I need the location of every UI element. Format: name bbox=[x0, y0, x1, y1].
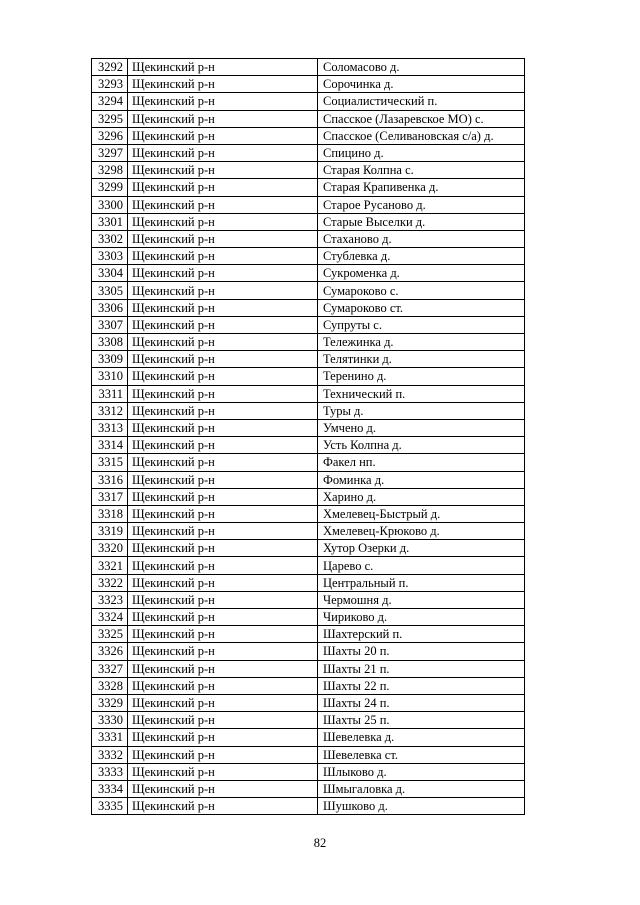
row-place: Умчено д. bbox=[318, 419, 525, 436]
row-place: Супруты с. bbox=[318, 316, 525, 333]
row-place: Чириково д. bbox=[318, 609, 525, 626]
row-place: Шахты 25 п. bbox=[318, 712, 525, 729]
row-place: Сумароково с. bbox=[318, 282, 525, 299]
table-row bbox=[92, 419, 525, 436]
table-row bbox=[92, 196, 525, 213]
row-district: Щекинский р-н bbox=[128, 76, 318, 93]
row-number: 3304 bbox=[92, 265, 128, 282]
row-district: Щекинский р-н bbox=[128, 93, 318, 110]
row-number: 3299 bbox=[92, 179, 128, 196]
table-body bbox=[92, 59, 525, 815]
row-number: 3335 bbox=[92, 798, 128, 815]
row-number: 3325 bbox=[92, 626, 128, 643]
row-place: Шахты 24 п. bbox=[318, 694, 525, 711]
row-number: 3322 bbox=[92, 574, 128, 591]
row-district: Щекинский р-н bbox=[128, 471, 318, 488]
row-number: 3330 bbox=[92, 712, 128, 729]
row-place: Шлыково д. bbox=[318, 763, 525, 780]
row-number: 3305 bbox=[92, 282, 128, 299]
row-place: Шмыгаловка д. bbox=[318, 780, 525, 797]
row-number: 3312 bbox=[92, 402, 128, 419]
row-district: Щекинский р-н bbox=[128, 213, 318, 230]
row-number: 3315 bbox=[92, 454, 128, 471]
table-row bbox=[92, 282, 525, 299]
page-number: 82 bbox=[313, 836, 327, 850]
table-row bbox=[92, 626, 525, 643]
row-number: 3320 bbox=[92, 540, 128, 557]
table-row bbox=[92, 351, 525, 368]
row-number: 3292 bbox=[92, 59, 128, 76]
row-district: Щекинский р-н bbox=[128, 299, 318, 316]
row-district: Щекинский р-н bbox=[128, 265, 318, 282]
row-number: 3321 bbox=[92, 557, 128, 574]
row-number: 3324 bbox=[92, 609, 128, 626]
table-row bbox=[92, 574, 525, 591]
row-place: Соломасово д. bbox=[318, 59, 525, 76]
table-row bbox=[92, 609, 525, 626]
row-number: 3314 bbox=[92, 437, 128, 454]
row-number: 3326 bbox=[92, 643, 128, 660]
row-number: 3303 bbox=[92, 248, 128, 265]
table-row bbox=[92, 368, 525, 385]
row-number: 3310 bbox=[92, 368, 128, 385]
row-district: Щекинский р-н bbox=[128, 660, 318, 677]
row-number: 3318 bbox=[92, 505, 128, 522]
row-district: Щекинский р-н bbox=[128, 488, 318, 505]
row-place: Теренино д. bbox=[318, 368, 525, 385]
row-number: 3294 bbox=[92, 93, 128, 110]
table-row bbox=[92, 763, 525, 780]
table-row bbox=[92, 454, 525, 471]
row-place: Шахтерский п. bbox=[318, 626, 525, 643]
row-place: Сорочинка д. bbox=[318, 76, 525, 93]
table-row bbox=[92, 230, 525, 247]
row-district: Щекинский р-н bbox=[128, 609, 318, 626]
row-number: 3298 bbox=[92, 162, 128, 179]
row-number: 3332 bbox=[92, 746, 128, 763]
row-district: Щекинский р-н bbox=[128, 59, 318, 76]
table-row bbox=[92, 179, 525, 196]
row-place: Хмелевец-Быстрый д. bbox=[318, 505, 525, 522]
table-row bbox=[92, 76, 525, 93]
row-place: Шахты 21 п. bbox=[318, 660, 525, 677]
table-row bbox=[92, 127, 525, 144]
table-row bbox=[92, 540, 525, 557]
row-district: Щекинский р-н bbox=[128, 591, 318, 608]
table-row bbox=[92, 471, 525, 488]
row-place: Старая Колпна с. bbox=[318, 162, 525, 179]
row-district: Щекинский р-н bbox=[128, 385, 318, 402]
row-district: Щекинский р-н bbox=[128, 626, 318, 643]
table-row bbox=[92, 643, 525, 660]
row-district: Щекинский р-н bbox=[128, 746, 318, 763]
row-district: Щекинский р-н bbox=[128, 368, 318, 385]
settlements-table bbox=[91, 58, 525, 815]
row-place: Спицино д. bbox=[318, 144, 525, 161]
row-place: Шушково д. bbox=[318, 798, 525, 815]
row-number: 3300 bbox=[92, 196, 128, 213]
row-place: Чермошня д. bbox=[318, 591, 525, 608]
table-row bbox=[92, 402, 525, 419]
row-place: Старая Крапивенка д. bbox=[318, 179, 525, 196]
row-number: 3295 bbox=[92, 110, 128, 127]
table-row bbox=[92, 110, 525, 127]
table-row bbox=[92, 316, 525, 333]
row-district: Щекинский р-н bbox=[128, 523, 318, 540]
row-number: 3307 bbox=[92, 316, 128, 333]
table-row bbox=[92, 798, 525, 815]
row-place: Стублевка д. bbox=[318, 248, 525, 265]
row-district: Щекинский р-н bbox=[128, 110, 318, 127]
table-row bbox=[92, 694, 525, 711]
table-row bbox=[92, 780, 525, 797]
row-district: Щекинский р-н bbox=[128, 763, 318, 780]
table-row bbox=[92, 746, 525, 763]
table-row bbox=[92, 162, 525, 179]
row-district: Щекинский р-н bbox=[128, 643, 318, 660]
row-district: Щекинский р-н bbox=[128, 334, 318, 351]
row-number: 3309 bbox=[92, 351, 128, 368]
row-district: Щекинский р-н bbox=[128, 677, 318, 694]
table-row bbox=[92, 248, 525, 265]
row-place: Харино д. bbox=[318, 488, 525, 505]
row-number: 3317 bbox=[92, 488, 128, 505]
row-number: 3323 bbox=[92, 591, 128, 608]
row-place: Стаханово д. bbox=[318, 230, 525, 247]
row-place: Царево с. bbox=[318, 557, 525, 574]
row-number: 3331 bbox=[92, 729, 128, 746]
row-number: 3296 bbox=[92, 127, 128, 144]
table-row bbox=[92, 437, 525, 454]
row-district: Щекинский р-н bbox=[128, 574, 318, 591]
table-row bbox=[92, 557, 525, 574]
table-row bbox=[92, 213, 525, 230]
row-district: Щекинский р-н bbox=[128, 351, 318, 368]
row-district: Щекинский р-н bbox=[128, 179, 318, 196]
row-district: Щекинский р-н bbox=[128, 162, 318, 179]
row-district: Щекинский р-н bbox=[128, 316, 318, 333]
row-district: Щекинский р-н bbox=[128, 505, 318, 522]
row-place: Спасское (Селивановская с/а) д. bbox=[318, 127, 525, 144]
row-district: Щекинский р-н bbox=[128, 248, 318, 265]
row-place: Фоминка д. bbox=[318, 471, 525, 488]
table-row bbox=[92, 93, 525, 110]
row-district: Щекинский р-н bbox=[128, 780, 318, 797]
row-number: 3313 bbox=[92, 419, 128, 436]
row-number: 3333 bbox=[92, 763, 128, 780]
table-row bbox=[92, 677, 525, 694]
row-district: Щекинский р-н bbox=[128, 557, 318, 574]
table-row bbox=[92, 505, 525, 522]
row-district: Щекинский р-н bbox=[128, 402, 318, 419]
table-row bbox=[92, 299, 525, 316]
row-district: Щекинский р-н bbox=[128, 712, 318, 729]
row-place: Факел нп. bbox=[318, 454, 525, 471]
row-place: Хмелевец-Крюково д. bbox=[318, 523, 525, 540]
row-number: 3297 bbox=[92, 144, 128, 161]
row-number: 3319 bbox=[92, 523, 128, 540]
table-row bbox=[92, 334, 525, 351]
row-number: 3329 bbox=[92, 694, 128, 711]
row-number: 3306 bbox=[92, 299, 128, 316]
row-district: Щекинский р-н bbox=[128, 144, 318, 161]
row-place: Туры д. bbox=[318, 402, 525, 419]
table-row bbox=[92, 385, 525, 402]
row-district: Щекинский р-н bbox=[128, 127, 318, 144]
row-number: 3311 bbox=[92, 385, 128, 402]
row-place: Спасское (Лазаревское МО) с. bbox=[318, 110, 525, 127]
row-place: Старые Выселки д. bbox=[318, 213, 525, 230]
row-place: Сукроменка д. bbox=[318, 265, 525, 282]
row-place: Телятинки д. bbox=[318, 351, 525, 368]
table-row bbox=[92, 591, 525, 608]
table-row bbox=[92, 729, 525, 746]
row-place: Сумароково ст. bbox=[318, 299, 525, 316]
row-place: Технический п. bbox=[318, 385, 525, 402]
table-row bbox=[92, 488, 525, 505]
row-number: 3316 bbox=[92, 471, 128, 488]
row-district: Щекинский р-н bbox=[128, 540, 318, 557]
row-district: Щекинский р-н bbox=[128, 196, 318, 213]
table-row bbox=[92, 712, 525, 729]
row-district: Щекинский р-н bbox=[128, 282, 318, 299]
table-row bbox=[92, 59, 525, 76]
row-number: 3293 bbox=[92, 76, 128, 93]
row-number: 3328 bbox=[92, 677, 128, 694]
row-place: Хутор Озерки д. bbox=[318, 540, 525, 557]
row-number: 3327 bbox=[92, 660, 128, 677]
row-place: Центральный п. bbox=[318, 574, 525, 591]
row-district: Щекинский р-н bbox=[128, 419, 318, 436]
row-district: Щекинский р-н bbox=[128, 454, 318, 471]
row-place: Усть Колпна д. bbox=[318, 437, 525, 454]
table-row bbox=[92, 265, 525, 282]
table-row bbox=[92, 660, 525, 677]
row-place: Старое Русаново д. bbox=[318, 196, 525, 213]
table-row bbox=[92, 523, 525, 540]
row-place: Социалистический п. bbox=[318, 93, 525, 110]
row-district: Щекинский р-н bbox=[128, 798, 318, 815]
row-place: Тележинка д. bbox=[318, 334, 525, 351]
row-district: Щекинский р-н bbox=[128, 694, 318, 711]
row-number: 3308 bbox=[92, 334, 128, 351]
row-district: Щекинский р-н bbox=[128, 230, 318, 247]
row-place: Шевелевка д. bbox=[318, 729, 525, 746]
row-place: Шахты 20 п. bbox=[318, 643, 525, 660]
row-number: 3301 bbox=[92, 213, 128, 230]
row-district: Щекинский р-н bbox=[128, 729, 318, 746]
row-place: Шахты 22 п. bbox=[318, 677, 525, 694]
row-place: Шевелевка ст. bbox=[318, 746, 525, 763]
row-number: 3302 bbox=[92, 230, 128, 247]
row-number: 3334 bbox=[92, 780, 128, 797]
table-row bbox=[92, 144, 525, 161]
row-district: Щекинский р-н bbox=[128, 437, 318, 454]
